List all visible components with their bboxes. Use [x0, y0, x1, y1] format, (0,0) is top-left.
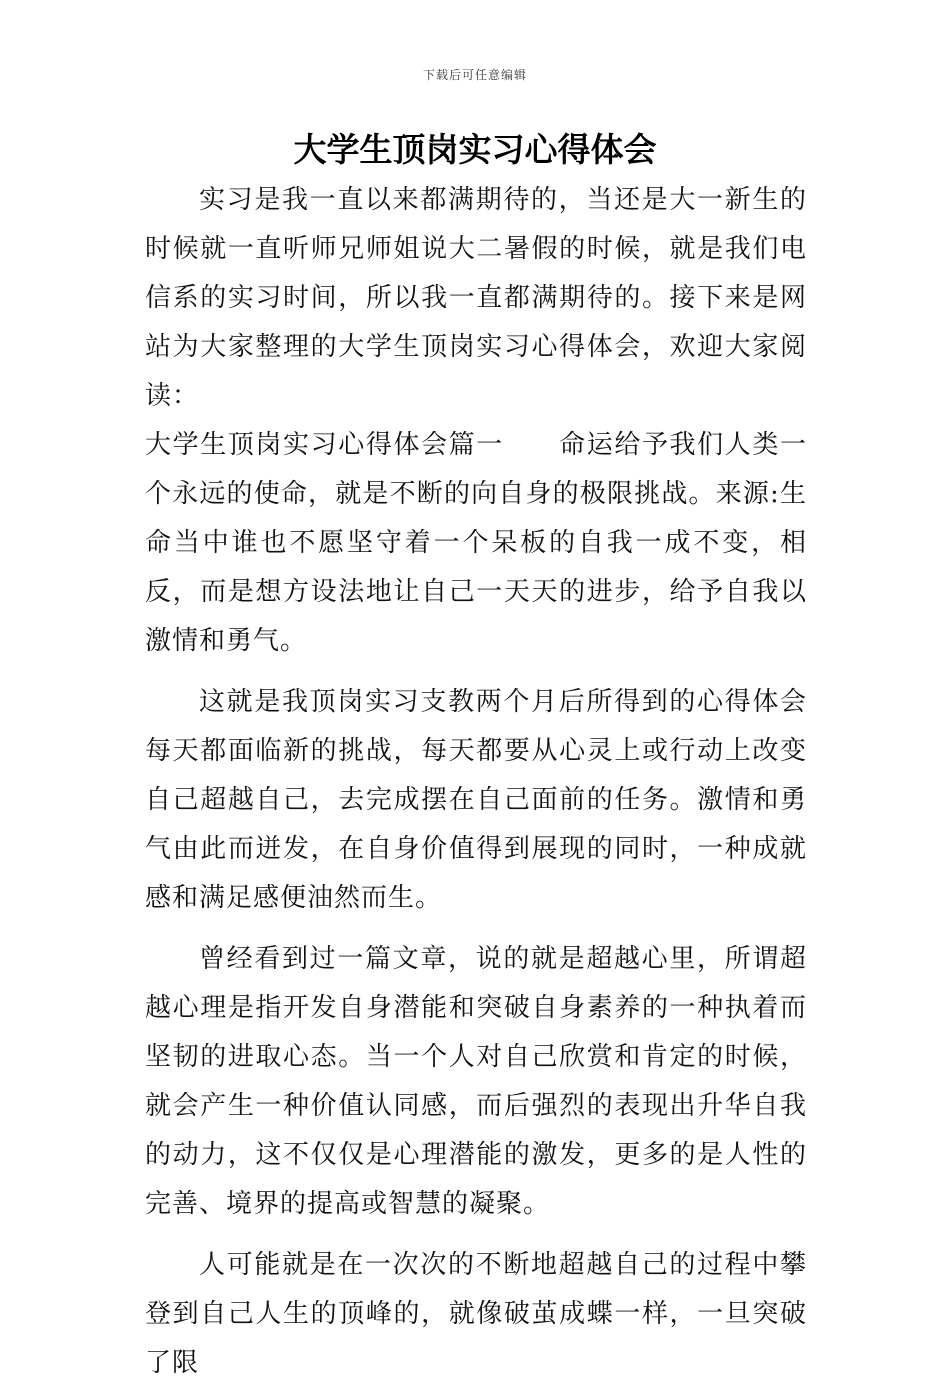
document-title: 大学生顶岗实习心得体会 [293, 130, 657, 169]
paragraph-challenge: 这就是我顶岗实习支教两个月后所得到的心得体会每天都面临新的挑战，每天都要从心灵上或行动上改变自己超越自己，去完成摆在自己面前的任务。激情和勇气由此而迸发，在自身价值得到展现的同时，一种成就感和满足感便油然而生。 [145, 687, 807, 913]
paragraph-transcendence: 曾经看到过一篇文章，说的就是超越心里，所谓超越心理是指开发自身潜能和突破自身素养的一种执着而坚韧的进取心态。当一个人对自己欣赏和肯定的时候，就会产生一种价值认同感，而后强烈的表现出升华自我的动力，这不仅仅是心理潜能的激发，更多的是人性的完善、境界的提高或智慧的凝聚。 [145, 944, 807, 1219]
header-note: 下载后可任意编辑 [422, 68, 527, 82]
paragraph-intro: 实习是我一直以来都满期待的，当还是大一新生的时候就一直听师兄师姐说大二暑假的时候，就是我们电信系的实习时间，所以我一直都满期待的。接下来是网站为大家整理的大学生顶岗实习心得体会，欢迎大家阅读： [145, 185, 807, 411]
paragraph-section-one: 大学生顶岗实习心得体会篇一 命运给予我们人类一个永远的使命，就是不断的向自身的极限挑战。来源:生命当中谁也不愿坚守着一个呆板的自我一成不变，相反，而是想方设法地让自己一天天的进步，给予自我以激情和勇气。 [145, 430, 807, 656]
document-body [145, 176, 807, 1388]
paragraph-summit: 人可能就是在一次次的不断地超越自己的过程中攀登到自己人生的顶峰的，就像破茧成蝶一样，一旦突破了限 [145, 1250, 807, 1378]
